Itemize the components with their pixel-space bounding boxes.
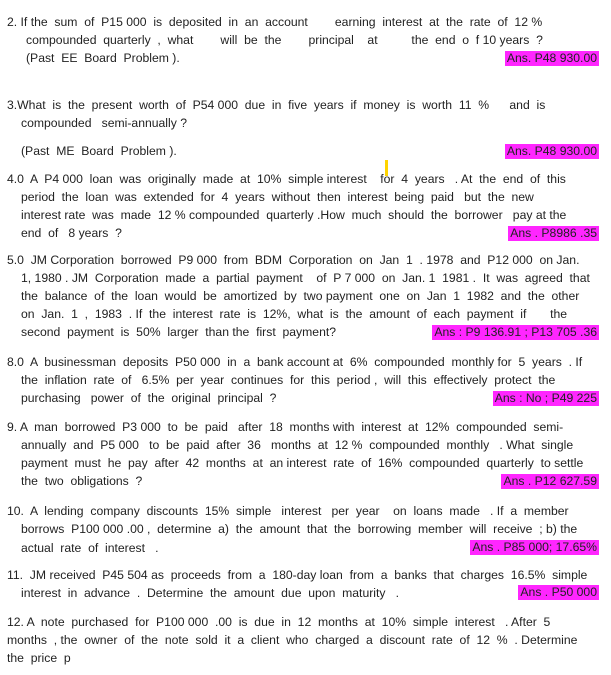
problem-text-line: on Jan. 1 , 1983 . If the interest rate is 12%, what is the amount of each payment if the	[21, 307, 568, 321]
problem-text-line: interest rate was made 12 % compounded quarterly .How much should the borrower pay at the	[21, 208, 567, 222]
problem-text-line: 11. JM received P45 504 as proceeds from a 180-day loan from a banks that charges 16.5% simple	[7, 568, 588, 582]
problem-text-line: end of 8 years ?	[21, 226, 122, 240]
problem-text-line: the price p	[7, 651, 71, 665]
problem-text-line: 10. A lending company discounts 15% simple interest per year on loans made . If a member	[7, 504, 569, 518]
problem-text-line: compounded quarterly , what will be the principal at the end o f 10 years ?	[26, 33, 543, 47]
problem-text-line: the balance of the loan would be amortized by two payment one on Jan 1 1982 and the other	[21, 289, 580, 303]
answer-highlight: Ans : No ; P49 225	[494, 391, 597, 405]
problem-text-line: annually and P5 000 to be paid after 36 months at 12 % compounded monthly . What single	[21, 438, 574, 452]
problem-text-line: the inflation rate of 6.5% per year continues for this period , will this effectively protect the	[21, 373, 556, 387]
answer-highlight: Ans. P48 930.00	[506, 51, 597, 65]
answer-highlight: Ans : P9 136.91 ; P13 705 .36	[434, 325, 597, 339]
problem-text-line: 12. A note purchased for P100 000 .00 is due in 12 months at 10% simple interest . After 5	[7, 615, 551, 629]
answer-highlight: Ans . P50 000	[520, 585, 597, 599]
problem-text-line: purchasing power of the original principal ?	[21, 391, 277, 405]
problem-text-line: the two obligations ?	[21, 474, 143, 488]
problem-text-line: 1, 1980 . JM Corporation made a partial payment of P 7 000 on Jan. 1 1981 . It was agreed that	[21, 271, 590, 285]
problem-text-line: months , the owner of the note sold it a client who charged a discount rate of 12 % . Determine	[7, 633, 578, 647]
problem-text-line: second payment is 50% larger than the first payment?	[21, 325, 337, 339]
problem-text-line: payment must he pay after 42 months at an interest rate of 16% compounded quarterly to settle	[21, 456, 584, 470]
problem-text-line: actual rate of interest .	[21, 541, 159, 555]
problem-text-line: 4.0 A P4 000 loan was originally made at 10% simple interest for 4 years . At the end of this	[7, 172, 566, 186]
answer-highlight: Ans. P48 930.00	[506, 144, 597, 158]
problem-text-line: compounded semi-annually ?	[21, 116, 187, 130]
answer-highlight: Ans . P12 627.59	[503, 474, 597, 488]
answer-highlight: Ans . P85 000; 17.65%	[472, 540, 597, 554]
problem-text-line: period the loan was extended for 4 years without then interest being paid but the new	[21, 190, 534, 204]
problem-text-line: 3.What is the present worth of P54 000 due in five years if money is worth 11 % and is	[7, 98, 546, 112]
problem-text-line: borrows P100 000 .00 , determine a) the amount that the borrowing member will receive ; b) the	[21, 522, 578, 536]
problem-text-line: (Past EE Board Problem ).	[26, 51, 180, 65]
problem-text-line: interest in advance . Determine the amount due upon maturity .	[21, 586, 400, 600]
problem-text-line: (Past ME Board Problem ).	[21, 144, 177, 158]
problem-text-line: 2. If the sum of P15 000 is deposited in an account earning interest at the rate of 12 %	[7, 15, 543, 29]
problem-text-line: 5.0 JM Corporation borrowed P9 000 from BDM Corporation on Jan 1 . 1978 and P12 000 on Jan.	[7, 253, 580, 267]
problem-text-line: 9. A man borrowed P3 000 to be paid after 18 months with interest at 12% compounded semi-	[7, 420, 564, 434]
problem-text-line: 8.0 A businessman deposits P50 000 in a bank account at 6% compounded monthly for 5 years . If	[7, 355, 583, 369]
answer-highlight: Ans . P8986 .35	[510, 226, 597, 240]
